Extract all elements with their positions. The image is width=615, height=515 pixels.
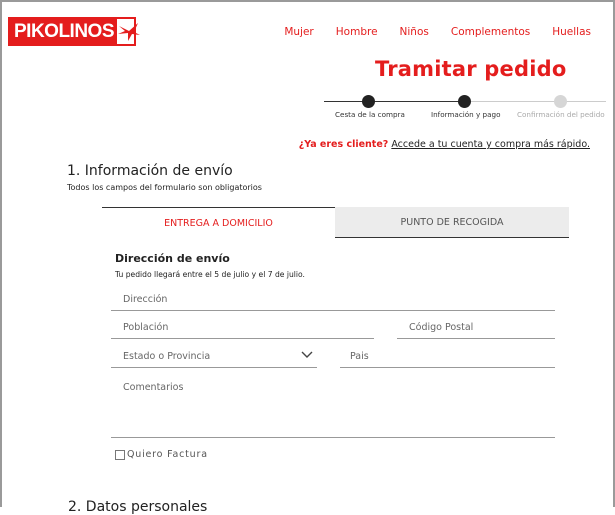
login-question: ¿Ya eres cliente? — [298, 139, 389, 150]
invoice-label: Quiero Factura — [127, 449, 208, 460]
tab-pickup-point[interactable]: PUNTO DE RECOGIDA — [335, 207, 569, 238]
step-label-cart: Cesta de la compra — [335, 110, 405, 119]
postal-code-placeholder: Código Postal — [409, 321, 474, 333]
progress-line-done — [324, 101, 464, 102]
section-subtitle: Todos los campos del formulario son obligatorios — [67, 183, 262, 192]
address-placeholder: Dirección — [123, 293, 168, 305]
login-link[interactable]: Accede a tu cuenta y compra más rápido. — [391, 139, 590, 150]
address-input[interactable] — [111, 288, 555, 311]
city-placeholder: Población — [123, 321, 169, 333]
comments-placeholder: Comentarios — [123, 382, 184, 393]
nav-item-complementos[interactable]: Complementos — [450, 26, 531, 38]
swallow-bird-icon — [117, 22, 141, 42]
section-title: 1. Información de envío — [67, 163, 233, 179]
step-label-confirm: Confirmación del pedido — [517, 110, 605, 119]
progress-line-pending — [464, 101, 606, 102]
country-input[interactable] — [340, 345, 555, 368]
login-prompt — [299, 139, 590, 150]
next-section-title: 2. Datos personales — [68, 499, 208, 515]
nav-item-mujer[interactable]: Mujer — [284, 26, 314, 38]
step-dot-info — [458, 95, 471, 108]
comments-textarea[interactable] — [111, 378, 555, 438]
tab-home-delivery[interactable]: ENTREGA A DOMICILIO — [102, 207, 336, 238]
checkout-progress — [324, 94, 606, 124]
nav-item-huellas[interactable]: Huellas — [552, 26, 591, 38]
invoice-checkbox[interactable] — [115, 450, 125, 460]
chevron-down-icon — [301, 351, 313, 362]
nav-item-hombre[interactable]: Hombre — [335, 26, 378, 38]
delivery-tabs — [102, 207, 569, 238]
brand-name: PIKOLINOS — [10, 19, 117, 44]
country-placeholder: Pais — [350, 350, 369, 362]
step-dot-confirm — [554, 95, 567, 108]
brand-logo[interactable] — [8, 17, 136, 46]
page-title: Tramitar pedido — [375, 57, 567, 81]
province-placeholder: Estado o Provincia — [123, 350, 211, 362]
delivery-note: Tu pedido llegará entre el 5 de julio y el 7 de julio. — [115, 270, 305, 279]
city-input[interactable] — [111, 316, 374, 339]
postal-code-input[interactable] — [397, 316, 555, 339]
invoice-option[interactable] — [115, 449, 208, 460]
step-label-info: Información y pago — [431, 110, 501, 119]
step-dot-cart — [362, 95, 375, 108]
address-title: Dirección de envío — [115, 252, 230, 265]
main-nav — [284, 26, 591, 38]
province-select[interactable] — [111, 345, 317, 368]
nav-item-ninos[interactable]: Niños — [399, 26, 429, 38]
